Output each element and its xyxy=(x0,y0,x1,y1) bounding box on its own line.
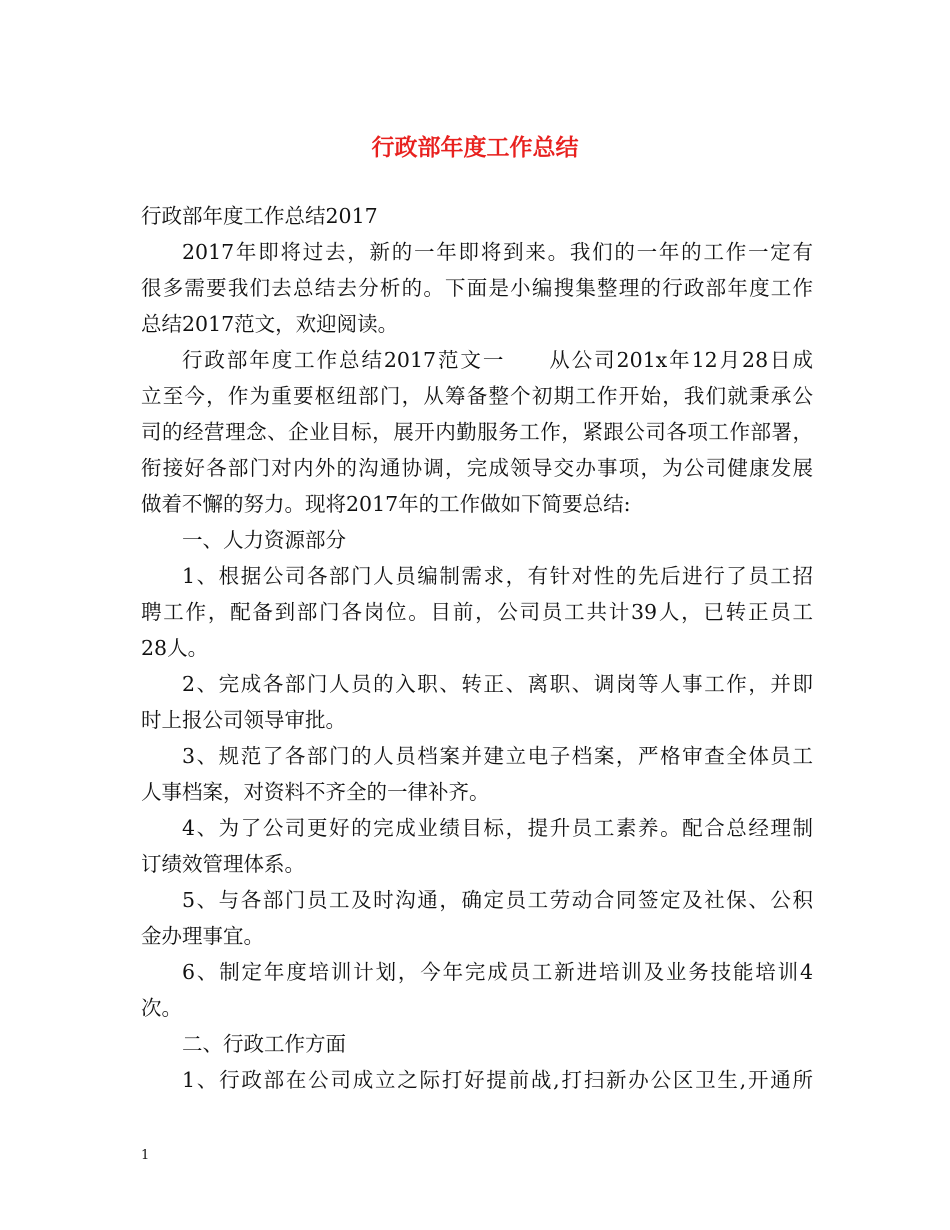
paragraph-line: 1、行政部在公司成立之际打好提前战,打扫新办公区卫生,开通所 xyxy=(182,1068,813,1092)
paragraph-line: 3、规范了各部门的人员档案并建立电子档案，严格审查全体员工 xyxy=(182,744,813,768)
paragraph-line: 总结2017范文，欢迎阅读。 xyxy=(141,312,399,336)
section-heading-text: 行政部年度工作总结2017范文一 xyxy=(182,348,506,372)
paragraph-line: 4、为了公司更好的完成业绩目标，提升员工素养。配合总经理制 xyxy=(182,816,813,840)
paragraph-line: 司的经营理念、企业目标，展开内勤服务工作，紧跟公司各项工作部署， xyxy=(141,420,813,444)
paragraph-line: 次。 xyxy=(141,996,182,1020)
paragraph-line: 1、根据公司各部门人员编制需求，有针对性的先后进行了员工招 xyxy=(182,564,813,588)
paragraph-line: 6、制定年度培训计划，今年完成员工新进培训及业务技能培训4 xyxy=(182,960,813,984)
paragraph-line: 很多需要我们去总结去分析的。下面是小编搜集整理的行政部年度工作 xyxy=(141,276,813,300)
paragraph-line xyxy=(141,342,813,378)
section-heading: 二、行政工作方面 xyxy=(182,1032,346,1056)
paragraph-line: 立至今，作为重要枢纽部门，从筹备整个初期工作开始，我们就秉承公 xyxy=(141,384,813,408)
paragraph-line: 金办理事宜。 xyxy=(141,924,264,948)
document-body xyxy=(141,198,813,1098)
section-heading: 一、人力资源部分 xyxy=(182,528,346,552)
paragraph-line: 聘工作，配备到部门各岗位。目前，公司员工共计39人，已转正员工 xyxy=(141,600,813,624)
paragraph-line: 2、完成各部门人员的入职、转正、离职、调岗等人事工作，并即 xyxy=(182,672,813,696)
paragraph-line: 人事档案，对资料不齐全的一律补齐。 xyxy=(141,780,490,804)
page-number: 1 xyxy=(141,1148,150,1163)
paragraph-line: 28人。 xyxy=(141,636,209,660)
paragraph-line: 时上报公司领导审批。 xyxy=(141,708,346,732)
subtitle-line: 行政部年度工作总结2017 xyxy=(141,204,378,228)
paragraph-line: 订绩效管理体系。 xyxy=(141,852,305,876)
paragraph-text: 从公司201x年12月28日成 xyxy=(547,348,813,372)
paragraph-line: 2017年即将过去，新的一年即将到来。我们的一年的工作一定有 xyxy=(182,240,813,264)
paragraph-line: 做着不懈的努力。现将2017年的工作做如下简要总结: xyxy=(141,492,631,516)
paragraph-line: 5、与各部门员工及时沟通，确定员工劳动合同签定及社保、公积 xyxy=(182,888,813,912)
paragraph-line: 衔接好各部门对内外的沟通协调，完成领导交办事项，为公司健康发展 xyxy=(141,456,813,480)
document-title: 行政部年度工作总结 xyxy=(371,134,579,161)
